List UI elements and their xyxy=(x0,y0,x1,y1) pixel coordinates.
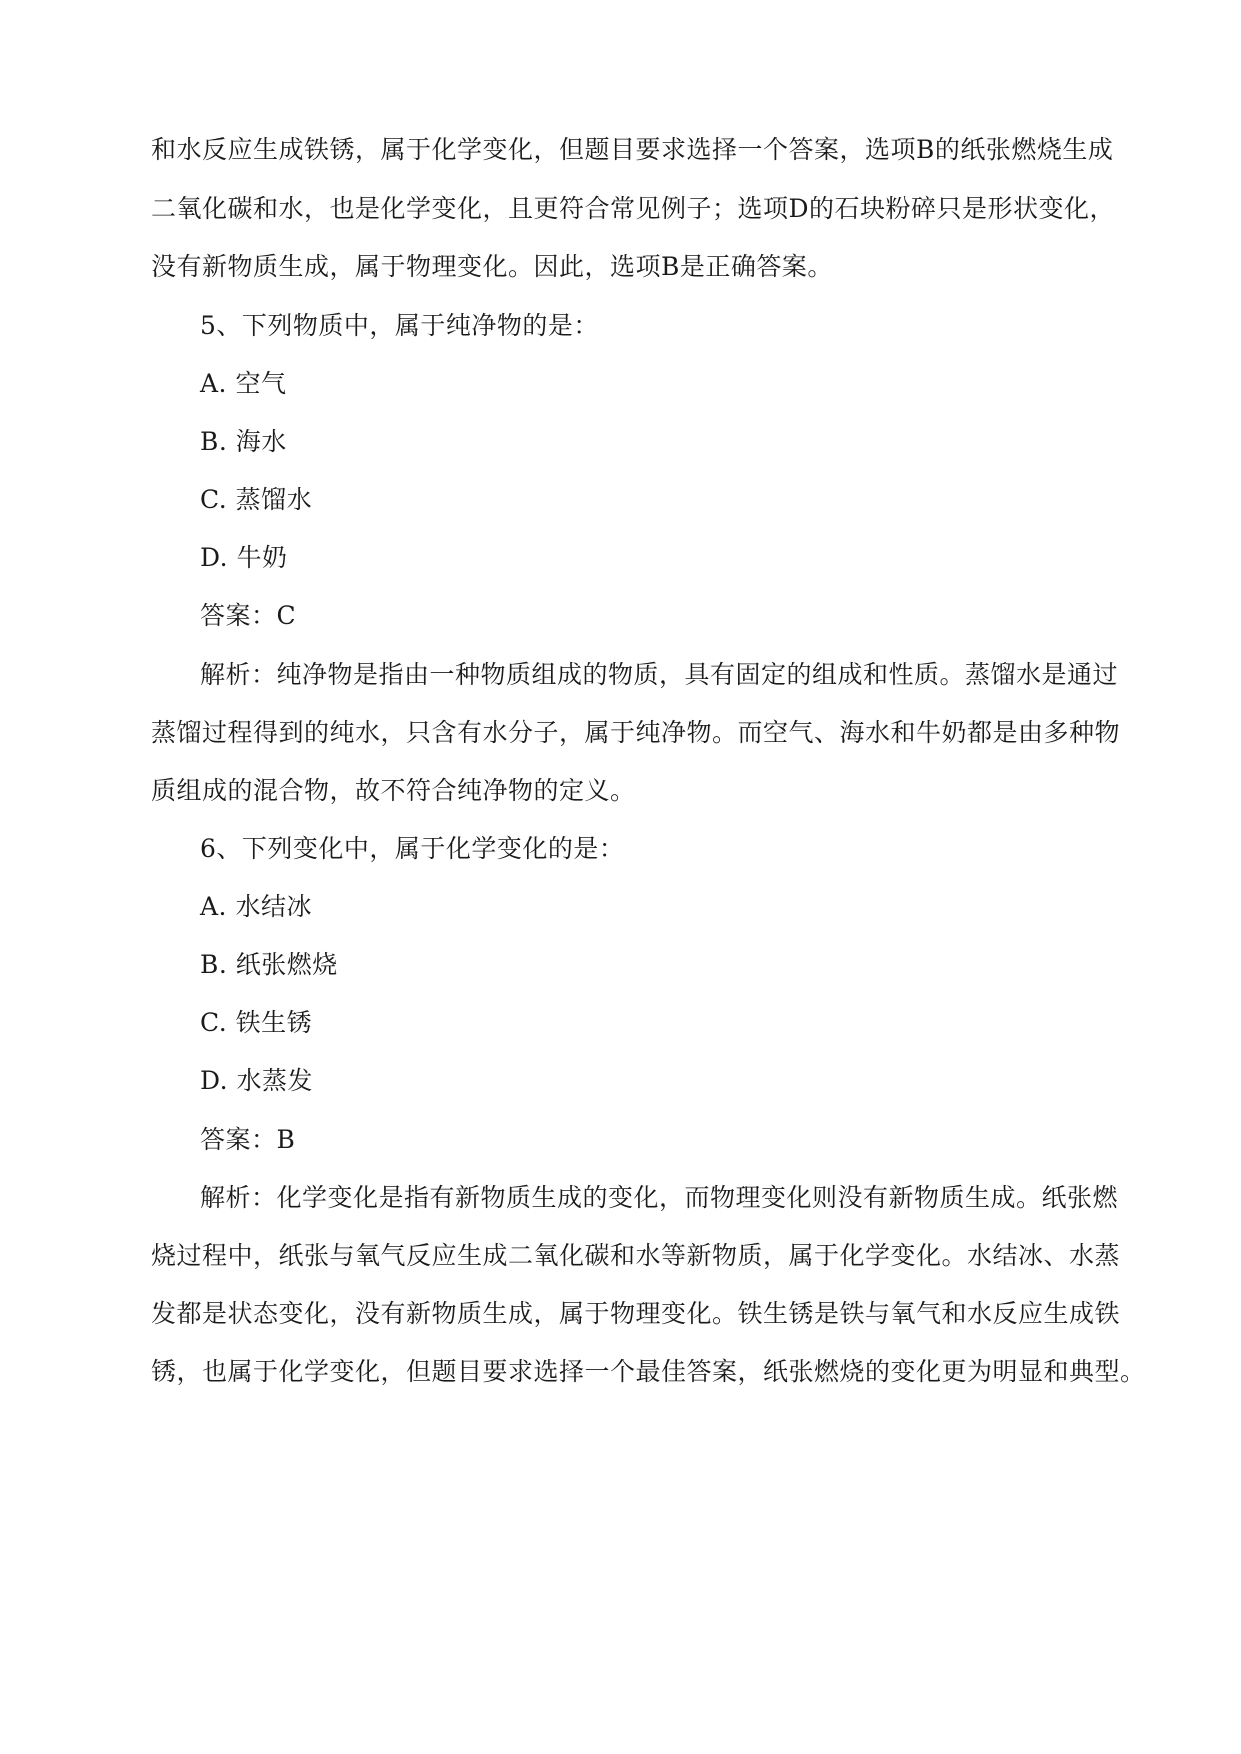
q5-answer: 答案：C xyxy=(200,601,297,630)
q6-explanation-line-4: 锈，也属于化学变化，但题目要求选择一个最佳答案，纸张燃烧的变化更为明显和典型。 xyxy=(151,1357,1146,1386)
continuation-line-3: 没有新物质生成，属于物理变化。因此，选项B是正确答案。 xyxy=(151,252,833,281)
q6-answer: 答案：B xyxy=(200,1125,296,1154)
q6-explanation-line-3: 发都是状态变化，没有新物质生成，属于物理变化。铁生锈是铁与氧气和水反应生成铁 xyxy=(151,1299,1121,1328)
q5-explanation-line-3: 质组成的混合物，故不符合纯净物的定义。 xyxy=(151,776,636,805)
q5-question: 5、下列物质中，属于纯净物的是： xyxy=(200,311,599,340)
q6-option-c: C. 铁生锈 xyxy=(200,1008,313,1037)
q5-option-c: C. 蒸馏水 xyxy=(200,485,313,514)
continuation-line-1: 和水反应生成铁锈，属于化学变化，但题目要求选择一个答案，选项B的纸张燃烧生成 xyxy=(151,135,1114,164)
q5-option-d: D. 牛奶 xyxy=(200,543,288,572)
q6-option-d: D. 水蒸发 xyxy=(200,1066,314,1095)
q5-explanation-line-2: 蒸馏过程得到的纯水，只含有水分子，属于纯净物。而空气、海水和牛奶都是由多种物 xyxy=(151,718,1121,747)
q6-question: 6、下列变化中，属于化学变化的是： xyxy=(200,834,625,863)
q6-explanation-line-1: 解析：化学变化是指有新物质生成的变化，而物理变化则没有新物质生成。纸张燃 xyxy=(200,1183,1119,1212)
q6-option-b: B. 纸张燃烧 xyxy=(200,950,338,979)
q5-explanation-line-1: 解析：纯净物是指由一种物质组成的物质，具有固定的组成和性质。蒸馏水是通过 xyxy=(200,660,1119,689)
q6-explanation-line-2: 烧过程中，纸张与氧气反应生成二氧化碳和水等新物质，属于化学变化。水结冰、水蒸 xyxy=(151,1241,1121,1270)
q5-option-a: A. 空气 xyxy=(200,369,287,398)
continuation-line-2: 二氧化碳和水，也是化学变化，且更符合常见例子；选项D的石块粉碎只是形状变化， xyxy=(151,194,1116,223)
q6-option-a: A. 水结冰 xyxy=(200,892,312,921)
q5-option-b: B. 海水 xyxy=(200,427,287,456)
